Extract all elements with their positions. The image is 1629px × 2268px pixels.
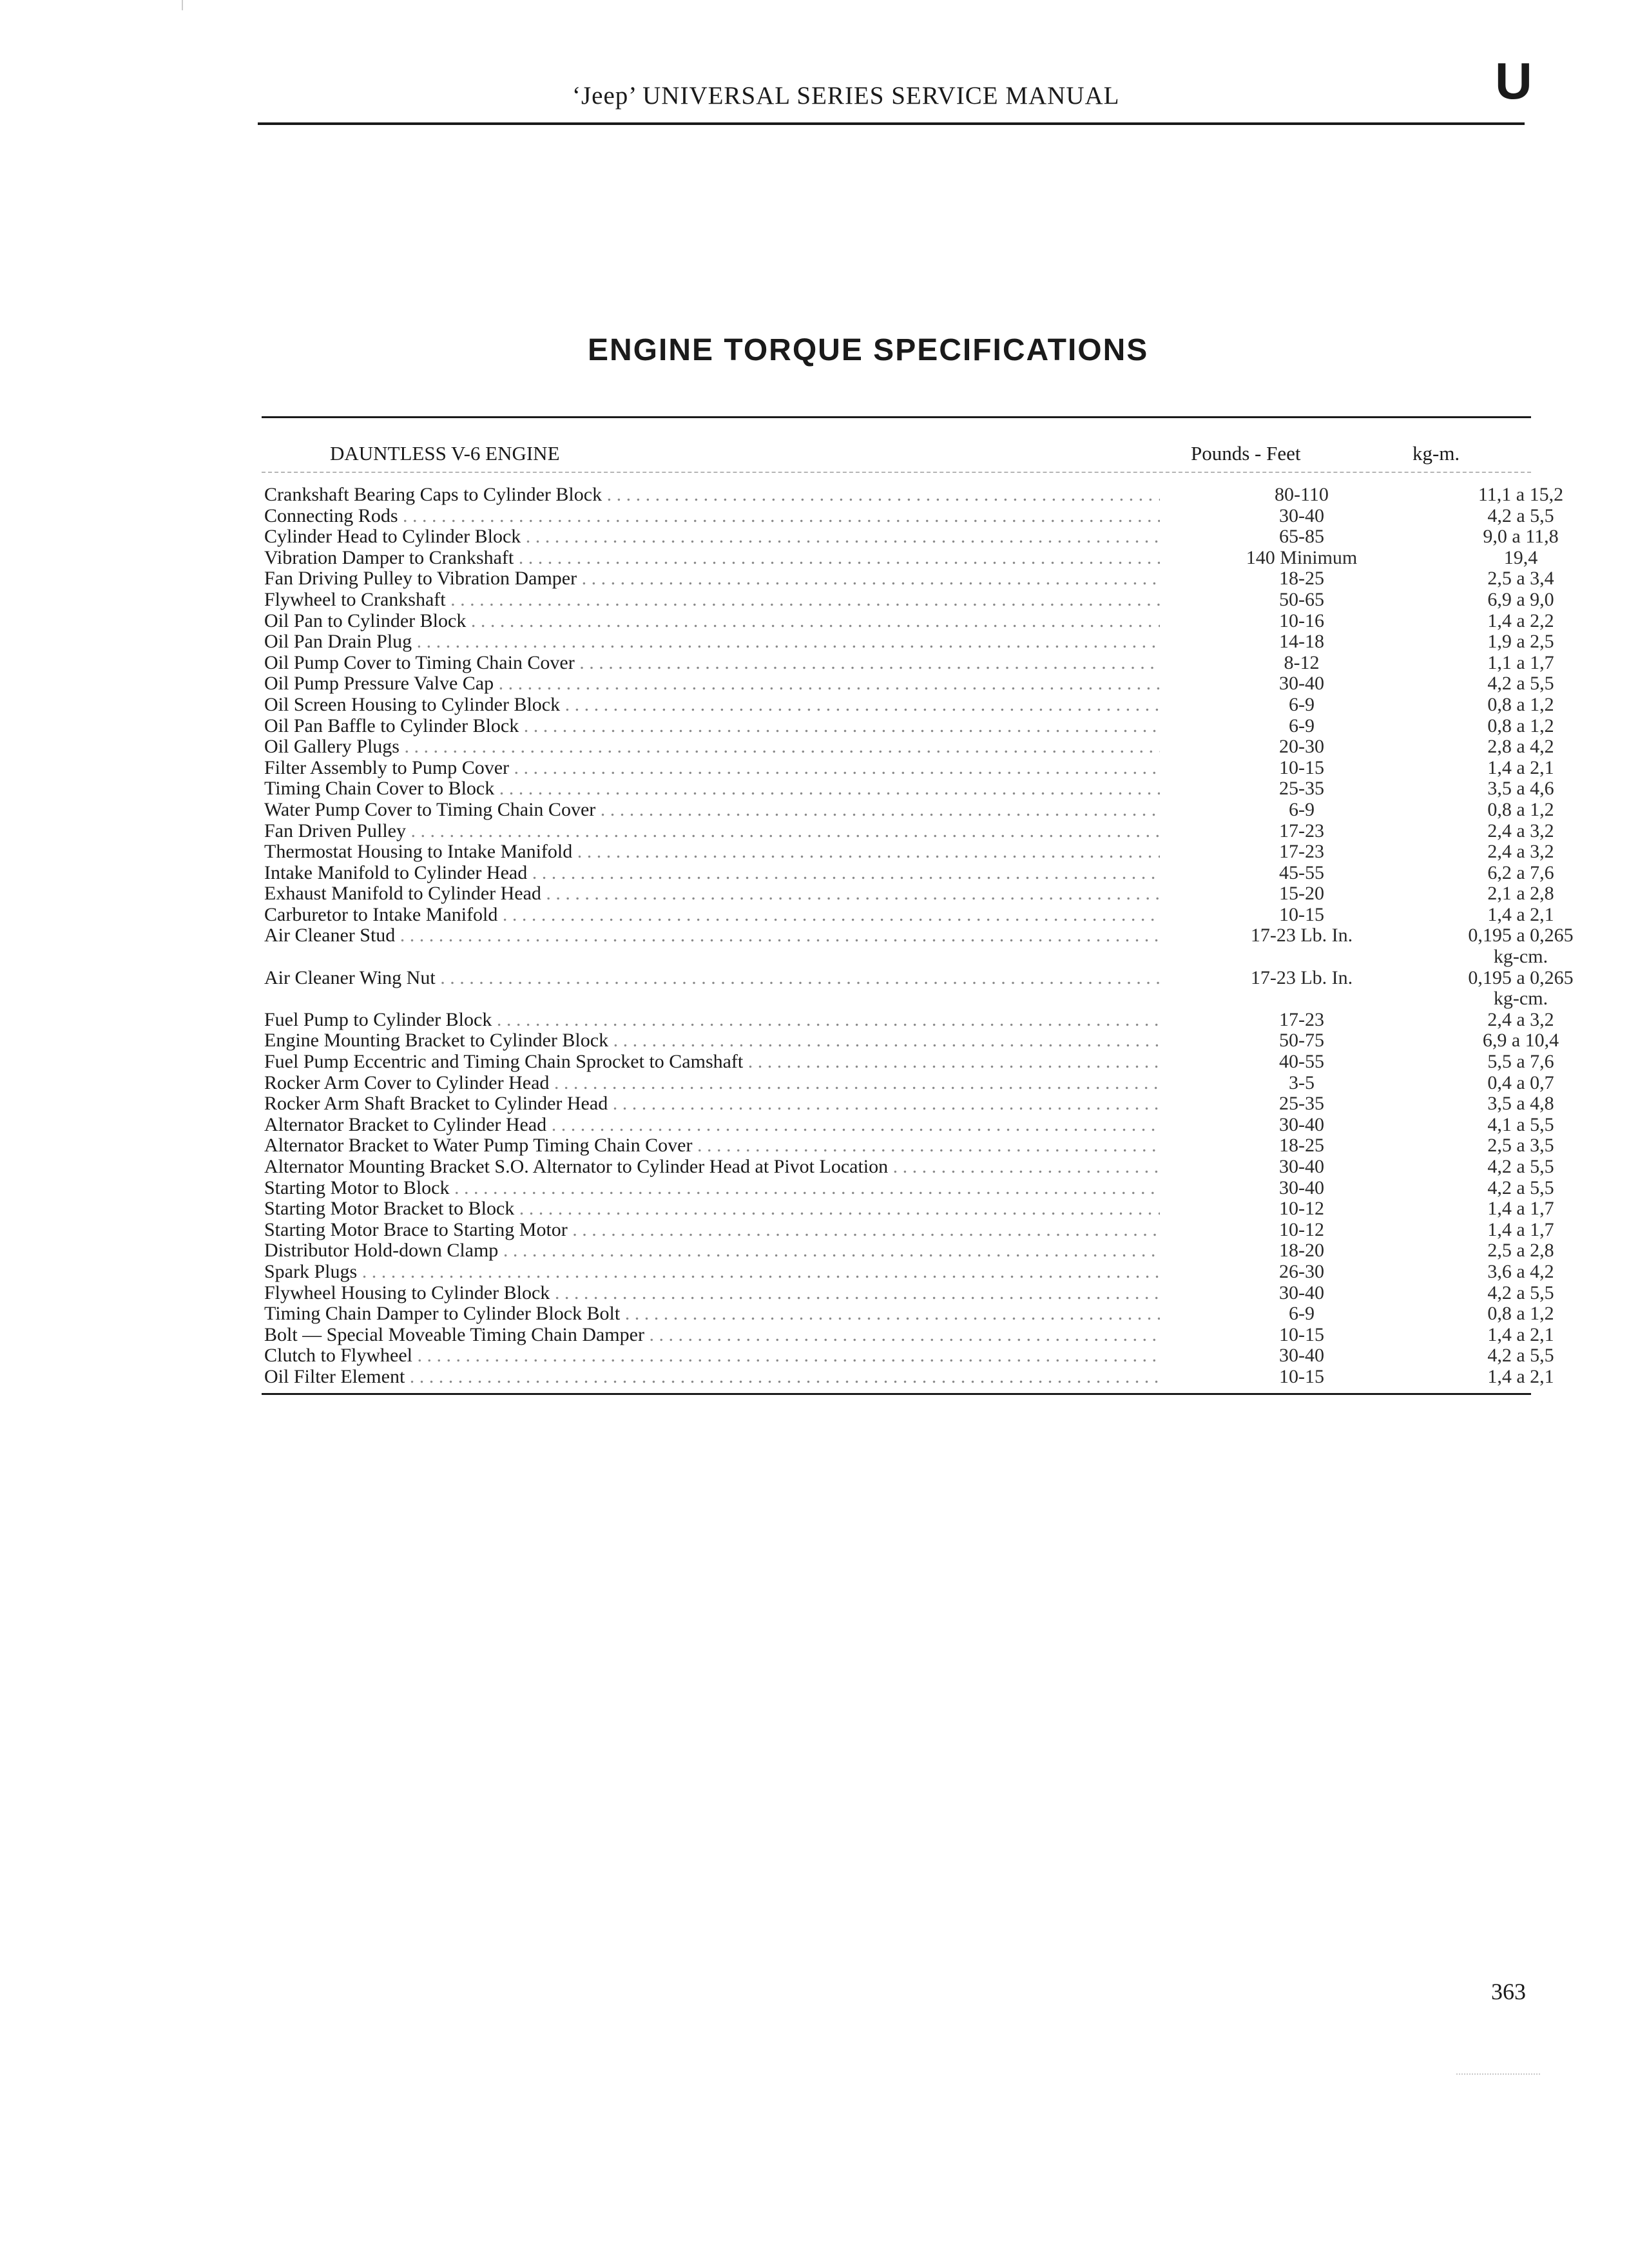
torque-pounds-feet: 65-85 bbox=[1279, 526, 1324, 548]
table-row bbox=[264, 1198, 1554, 1220]
torque-item-label: Starting Motor Brace to Starting Motor . . . bbox=[264, 1220, 1160, 1241]
torque-kgm bbox=[1385, 736, 1629, 758]
torque-pounds-feet: 17-23 Lb. In. bbox=[1250, 966, 1353, 988]
table-row bbox=[264, 1072, 1554, 1094]
torque-pounds-feet: 10-15 bbox=[1279, 1323, 1324, 1345]
torque-kgm-value: 0,8 a 1,2 bbox=[1487, 693, 1554, 715]
column-header-pounds-feet: Pounds - Feet bbox=[1191, 442, 1301, 465]
torque-item-label: Oil Pan to Cylinder Block . . . bbox=[264, 611, 1160, 632]
section-letter: U bbox=[1495, 52, 1532, 110]
torque-kgm-value: 1,4 a 1,7 bbox=[1487, 1218, 1554, 1240]
table-row bbox=[264, 798, 1554, 821]
torque-kgm-value: 2,5 a 3,4 bbox=[1487, 568, 1554, 590]
torque-kgm-value: 0,8 a 1,2 bbox=[1487, 798, 1554, 820]
torque-pounds-feet: 30-40 bbox=[1279, 1156, 1324, 1177]
table-row bbox=[264, 1051, 1554, 1073]
table-row bbox=[264, 1240, 1554, 1262]
torque-pounds-feet: 10-16 bbox=[1279, 610, 1324, 631]
table-row bbox=[264, 820, 1554, 842]
torque-kgm-value: 2,4 a 3,2 bbox=[1487, 820, 1554, 841]
torque-kgm-value: 0,8 a 1,2 bbox=[1487, 715, 1554, 736]
table-row bbox=[264, 1323, 1554, 1346]
torque-item-label: Clutch to Flywheel . . . bbox=[264, 1345, 1160, 1367]
torque-kgm-value: 2,5 a 2,8 bbox=[1487, 1240, 1554, 1262]
running-header-title: ‘Jeep’ UNIVERSAL SERIES SERVICE MANUAL bbox=[572, 82, 1120, 110]
table-row bbox=[264, 651, 1554, 674]
torque-kgm-value: 11,1 a 15,2 bbox=[1478, 484, 1564, 505]
torque-item-label: Connecting Rods . . . bbox=[264, 506, 1160, 527]
torque-kgm-value: 0,8 a 1,2 bbox=[1487, 1303, 1554, 1325]
torque-kgm-value: 1,4 a 2,1 bbox=[1487, 903, 1554, 925]
torque-kgm-value: 1,9 a 2,5 bbox=[1487, 631, 1554, 653]
torque-kgm bbox=[1385, 485, 1629, 506]
torque-kgm-value: 1,4 a 2,2 bbox=[1487, 610, 1554, 631]
torque-kgm bbox=[1385, 1052, 1629, 1073]
torque-kgm-value: 3,5 a 4,6 bbox=[1487, 778, 1554, 800]
torque-kgm bbox=[1385, 1135, 1629, 1157]
torque-kgm-value: 4,2 a 5,5 bbox=[1487, 1177, 1554, 1198]
torque-item-label: Flywheel to Crankshaft . . . bbox=[264, 590, 1160, 611]
table-row bbox=[264, 1365, 1554, 1388]
torque-pounds-feet: 17-23 bbox=[1279, 1008, 1324, 1030]
torque-pounds-feet: 18-20 bbox=[1279, 1240, 1324, 1262]
torque-kgm bbox=[1385, 1262, 1629, 1283]
torque-pounds-feet: 20-30 bbox=[1279, 736, 1324, 758]
torque-kgm bbox=[1385, 1073, 1629, 1094]
torque-item-label: Air Cleaner Wing Nut . . . bbox=[264, 968, 1160, 989]
torque-pounds-feet: 14-18 bbox=[1279, 631, 1324, 653]
torque-kgm-value: 1,4 a 2,1 bbox=[1487, 1365, 1554, 1387]
torque-item-label: Oil Pan Drain Plug . . . bbox=[264, 631, 1160, 653]
torque-item-label: Vibration Damper to Crankshaft . . . bbox=[264, 548, 1160, 569]
torque-kgm-value: 1,4 a 2,1 bbox=[1487, 1323, 1554, 1345]
torque-item-label: Intake Manifold to Cylinder Head . . . bbox=[264, 863, 1160, 884]
torque-kgm bbox=[1385, 1325, 1629, 1346]
torque-kgm-value: 6,9 a 10,4 bbox=[1482, 1030, 1559, 1052]
torque-kgm bbox=[1385, 526, 1629, 548]
torque-item-label: Timing Chain Damper to Cylinder Block Bolt . . . bbox=[264, 1303, 1160, 1325]
torque-pounds-feet: 6-9 bbox=[1289, 693, 1315, 715]
torque-kgm bbox=[1385, 695, 1629, 716]
torque-pounds-feet: 26-30 bbox=[1279, 1260, 1324, 1282]
torque-pounds-feet: 6-9 bbox=[1289, 798, 1315, 820]
torque-item-label: Starting Motor to Block . . . bbox=[264, 1178, 1160, 1199]
torque-pounds-feet: 25-35 bbox=[1279, 778, 1324, 800]
torque-kgm-value: 2,5 a 3,5 bbox=[1487, 1135, 1554, 1157]
torque-pounds-feet: 17-23 bbox=[1279, 820, 1324, 841]
torque-kgm-value: 4,2 a 5,5 bbox=[1487, 1282, 1554, 1303]
table-row bbox=[264, 484, 1564, 506]
table-row bbox=[264, 588, 1554, 611]
table-row bbox=[264, 925, 1574, 968]
table-row bbox=[264, 1093, 1554, 1115]
torque-item-label: Oil Pan Baffle to Cylinder Block . . . bbox=[264, 716, 1160, 737]
table-row bbox=[264, 736, 1554, 758]
torque-item-label: Bolt — Special Moveable Timing Chain Damper . . . bbox=[264, 1325, 1160, 1346]
torque-pounds-feet: 10-12 bbox=[1279, 1198, 1324, 1220]
torque-kgm bbox=[1385, 631, 1629, 653]
table-row bbox=[264, 673, 1554, 695]
torque-kgm bbox=[1385, 863, 1629, 884]
torque-item-label: Air Cleaner Stud . . . bbox=[264, 925, 1160, 947]
torque-pounds-feet: 30-40 bbox=[1279, 1113, 1324, 1135]
torque-kgm bbox=[1385, 758, 1629, 779]
table-row bbox=[264, 778, 1554, 800]
table-row bbox=[264, 1218, 1554, 1241]
torque-pounds-feet: 18-25 bbox=[1279, 1135, 1324, 1157]
torque-pounds-feet: 15-20 bbox=[1279, 883, 1324, 905]
torque-kgm bbox=[1385, 506, 1629, 527]
torque-item-label: Fan Driving Pulley to Vibration Damper . . . bbox=[264, 568, 1160, 590]
table-row bbox=[264, 1135, 1554, 1157]
table-row bbox=[264, 1177, 1554, 1199]
torque-kgm-value: 2,4 a 3,2 bbox=[1487, 841, 1554, 863]
torque-kgm-value: 2,1 a 2,8 bbox=[1487, 883, 1554, 905]
column-header-engine: DAUNTLESS V-6 ENGINE bbox=[330, 442, 560, 465]
torque-kgm-value: 3,5 a 4,8 bbox=[1487, 1093, 1554, 1115]
table-row bbox=[264, 526, 1559, 548]
torque-pounds-feet: 10-15 bbox=[1279, 1365, 1324, 1387]
torque-pounds-feet: 10-15 bbox=[1279, 903, 1324, 925]
torque-kgm-value: 4,2 a 5,5 bbox=[1487, 505, 1554, 526]
table-row bbox=[264, 756, 1554, 779]
torque-kgm-value: 19,4 bbox=[1503, 546, 1538, 568]
torque-pounds-feet: 18-25 bbox=[1279, 568, 1324, 590]
torque-pounds-feet: 80-110 bbox=[1275, 484, 1329, 505]
torque-kgm-value: 1,4 a 1,7 bbox=[1487, 1198, 1554, 1220]
torque-kgm-value: 0,195 a 0,265 bbox=[1468, 925, 1574, 947]
torque-item-label: Timing Chain Cover to Block . . . bbox=[264, 778, 1160, 800]
torque-pounds-feet: 6-9 bbox=[1289, 715, 1315, 736]
torque-kgm-value: 4,2 a 5,5 bbox=[1487, 673, 1554, 695]
torque-kgm-value: 2,8 a 4,2 bbox=[1487, 736, 1554, 758]
torque-kgm bbox=[1385, 1157, 1629, 1178]
torque-item-label: Exhaust Manifold to Cylinder Head . . . bbox=[264, 883, 1160, 905]
torque-kgm bbox=[1385, 590, 1629, 611]
torque-item-label: Crankshaft Bearing Caps to Cylinder Block . . . bbox=[264, 485, 1160, 506]
torque-kgm bbox=[1385, 1198, 1629, 1220]
footer-mark bbox=[1456, 2073, 1540, 2075]
torque-kgm bbox=[1385, 1303, 1629, 1325]
torque-kgm bbox=[1385, 1367, 1629, 1388]
torque-kgm bbox=[1385, 673, 1629, 695]
torque-kgm bbox=[1385, 1093, 1629, 1115]
torque-kgm-value: 5,5 a 7,6 bbox=[1487, 1051, 1554, 1073]
torque-item-label: Carburetor to Intake Manifold . . . bbox=[264, 905, 1160, 926]
torque-item-label: Rocker Arm Shaft Bracket to Cylinder Head . . . bbox=[264, 1093, 1160, 1115]
table-top-rule bbox=[262, 416, 1531, 418]
torque-pounds-feet: 25-35 bbox=[1279, 1093, 1324, 1115]
torque-pounds-feet: 45-55 bbox=[1279, 861, 1324, 883]
table-row bbox=[264, 1282, 1554, 1304]
torque-kgm-value: 0,4 a 0,7 bbox=[1487, 1072, 1554, 1093]
header-divider bbox=[262, 472, 1531, 473]
torque-kgm-unit: kg-cm. bbox=[1493, 946, 1548, 968]
torque-kgm-value: 6,2 a 7,6 bbox=[1487, 861, 1554, 883]
torque-item-label: Cylinder Head to Cylinder Block . . . bbox=[264, 526, 1160, 548]
table-bottom-rule bbox=[262, 1393, 1531, 1395]
table-row bbox=[264, 568, 1554, 590]
torque-kgm bbox=[1385, 1178, 1629, 1199]
torque-kgm bbox=[1385, 1115, 1629, 1136]
page-title: ENGINE TORQUE SPECIFICATIONS bbox=[588, 333, 1149, 367]
torque-kgm bbox=[1385, 925, 1629, 967]
table-row bbox=[264, 1260, 1554, 1283]
torque-item-label: Oil Filter Element . . . bbox=[264, 1367, 1160, 1388]
torque-kgm bbox=[1385, 968, 1629, 1010]
torque-kgm bbox=[1385, 1220, 1629, 1241]
torque-pounds-feet: 30-40 bbox=[1279, 1345, 1324, 1367]
torque-item-label: Alternator Bracket to Cylinder Head . . . bbox=[264, 1115, 1160, 1136]
torque-kgm-value: 0,195 a 0,265 bbox=[1468, 966, 1574, 988]
torque-kgm bbox=[1385, 1240, 1629, 1262]
torque-pounds-feet: 17-23 bbox=[1279, 841, 1324, 863]
torque-kgm bbox=[1385, 800, 1629, 821]
table-row bbox=[264, 631, 1554, 653]
torque-item-label: Oil Screen Housing to Cylinder Block . . . bbox=[264, 695, 1160, 716]
torque-kgm bbox=[1385, 1030, 1629, 1052]
header-rule bbox=[258, 122, 1525, 125]
table-row bbox=[264, 1113, 1554, 1136]
torque-item-label: Alternator Bracket to Water Pump Timing Chain Cover . . . bbox=[264, 1135, 1160, 1157]
torque-pounds-feet: 30-40 bbox=[1279, 1282, 1324, 1303]
torque-pounds-feet: 6-9 bbox=[1289, 1303, 1315, 1325]
torque-kgm bbox=[1385, 778, 1629, 800]
torque-pounds-feet: 40-55 bbox=[1279, 1051, 1324, 1073]
torque-item-label: Oil Pump Cover to Timing Chain Cover . . . bbox=[264, 653, 1160, 674]
table-row bbox=[264, 903, 1554, 926]
torque-kgm bbox=[1385, 716, 1629, 737]
torque-item-label: Starting Motor Bracket to Block . . . bbox=[264, 1198, 1160, 1220]
torque-kgm bbox=[1385, 905, 1629, 926]
torque-kgm bbox=[1385, 653, 1629, 674]
torque-item-label: Spark Plugs . . . bbox=[264, 1262, 1160, 1283]
torque-pounds-feet: 3-5 bbox=[1289, 1072, 1315, 1093]
page-number: 363 bbox=[1491, 1979, 1526, 2004]
torque-kgm bbox=[1385, 568, 1629, 590]
scan-mark bbox=[182, 0, 183, 10]
torque-kgm bbox=[1385, 1345, 1629, 1367]
torque-kgm-value: 4,1 a 5,5 bbox=[1487, 1113, 1554, 1135]
column-header-kgm: kg-m. bbox=[1412, 442, 1460, 465]
table-row bbox=[264, 1303, 1554, 1325]
torque-kgm bbox=[1385, 1010, 1629, 1031]
torque-item-label: Water Pump Cover to Timing Chain Cover . . . bbox=[264, 800, 1160, 821]
torque-table bbox=[264, 484, 1574, 1388]
torque-item-label: Oil Gallery Plugs . . . bbox=[264, 736, 1160, 758]
torque-kgm-value: 1,1 a 1,7 bbox=[1487, 651, 1554, 673]
torque-pounds-feet: 8-12 bbox=[1284, 651, 1320, 673]
torque-kgm-value: 1,4 a 2,1 bbox=[1487, 756, 1554, 778]
torque-item-label: Oil Pump Pressure Valve Cap . . . bbox=[264, 673, 1160, 695]
torque-kgm bbox=[1385, 883, 1629, 905]
torque-item-label: Rocker Arm Cover to Cylinder Head . . . bbox=[264, 1073, 1160, 1094]
table-row bbox=[264, 861, 1554, 884]
torque-kgm-unit: kg-cm. bbox=[1493, 988, 1548, 1010]
torque-kgm bbox=[1385, 1283, 1629, 1304]
table-row bbox=[264, 546, 1538, 569]
torque-pounds-feet: 30-40 bbox=[1279, 673, 1324, 695]
table-row bbox=[264, 1030, 1559, 1052]
torque-kgm bbox=[1385, 611, 1629, 632]
torque-item-label: Alternator Mounting Bracket S.O. Alternator to Cylinder Head at Pivot Location . . . bbox=[264, 1157, 1160, 1178]
table-row bbox=[264, 966, 1574, 1010]
torque-item-label: Engine Mounting Bracket to Cylinder Block . . . bbox=[264, 1030, 1160, 1052]
table-row bbox=[264, 883, 1554, 905]
torque-kgm-value: 6,9 a 9,0 bbox=[1487, 588, 1554, 610]
torque-pounds-feet: 10-15 bbox=[1279, 756, 1324, 778]
table-row bbox=[264, 1008, 1554, 1031]
torque-item-label: Thermostat Housing to Intake Manifold . . . bbox=[264, 841, 1160, 863]
torque-pounds-feet: 50-65 bbox=[1279, 588, 1324, 610]
torque-item-label: Flywheel Housing to Cylinder Block . . . bbox=[264, 1283, 1160, 1304]
torque-pounds-feet: 140 Minimum bbox=[1246, 546, 1358, 568]
torque-item-label: Fan Driven Pulley . . . bbox=[264, 821, 1160, 842]
torque-item-label: Fuel Pump to Cylinder Block . . . bbox=[264, 1010, 1160, 1031]
torque-pounds-feet: 17-23 Lb. In. bbox=[1250, 925, 1353, 947]
table-row bbox=[264, 1345, 1554, 1367]
torque-kgm-value: 4,2 a 5,5 bbox=[1487, 1345, 1554, 1367]
torque-pounds-feet: 30-40 bbox=[1279, 505, 1324, 526]
torque-item-label: Fuel Pump Eccentric and Timing Chain Sprocket to Camshaft . . . bbox=[264, 1052, 1160, 1073]
table-row bbox=[264, 841, 1554, 863]
torque-item-label: Distributor Hold-down Clamp . . . bbox=[264, 1240, 1160, 1262]
torque-item-label: Filter Assembly to Pump Cover . . . bbox=[264, 758, 1160, 779]
torque-kgm bbox=[1385, 841, 1629, 863]
torque-pounds-feet: 50-75 bbox=[1279, 1030, 1324, 1052]
torque-pounds-feet: 30-40 bbox=[1279, 1177, 1324, 1198]
torque-kgm-value: 4,2 a 5,5 bbox=[1487, 1156, 1554, 1177]
torque-kgm bbox=[1385, 821, 1629, 842]
table-row bbox=[264, 610, 1554, 632]
torque-kgm-value: 3,6 a 4,2 bbox=[1487, 1260, 1554, 1282]
torque-kgm-value: 2,4 a 3,2 bbox=[1487, 1008, 1554, 1030]
torque-kgm bbox=[1385, 548, 1629, 569]
table-row bbox=[264, 1156, 1554, 1178]
table-row bbox=[264, 505, 1554, 527]
table-row bbox=[264, 715, 1554, 737]
torque-kgm-value: 9,0 a 11,8 bbox=[1483, 526, 1559, 548]
torque-pounds-feet: 10-12 bbox=[1279, 1218, 1324, 1240]
table-row bbox=[264, 693, 1554, 716]
